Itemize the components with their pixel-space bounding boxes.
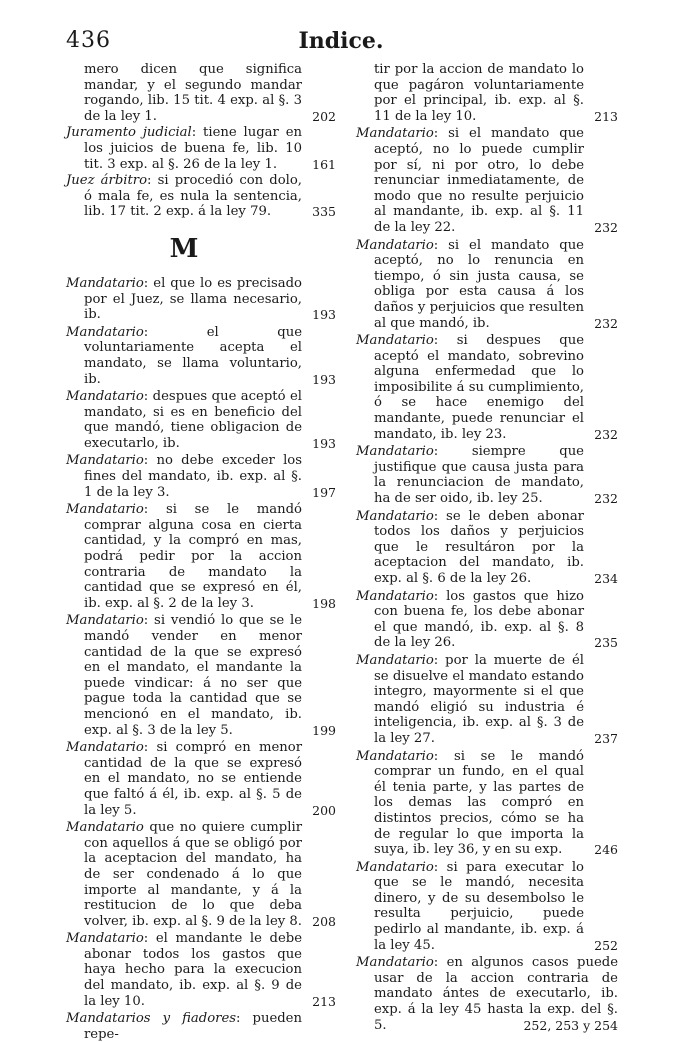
entry-headword: Mandatario <box>66 820 144 836</box>
entry-page-ref: 234 <box>594 571 618 586</box>
entry-headword: Mandatario <box>356 652 434 668</box>
entry-page-ref: 213 <box>594 108 618 124</box>
entry-page-ref: 232 <box>594 491 618 507</box>
entry-text: : si se le mandó comprar alguna cosa en cierta cantidad, y la compró en mas, podrá pedir por la accion contraria de mandato la cantidad que se expresó en él, ib. exp. al §. 2 de la ley 3. <box>84 502 302 611</box>
entry-text: : pueden repe- <box>84 1011 302 1042</box>
entry-text: : por la muerte de él se disuelve el mandato estando integro, mayormente si el que mandó eligió su industria é inteligencia, ib. exp. al §. 3 de la ley 27. <box>374 652 584 746</box>
entry-headword: Mandatario <box>66 502 144 518</box>
entry-text: : siempre que justifique que causa justa para la renunciacion de mandato, ha de ser oido, ib. ley 25. <box>374 444 584 507</box>
entry-page-ref: 252, 253 y 254 <box>523 1017 618 1033</box>
index-entry <box>356 333 618 442</box>
entry-page-ref: 232 <box>594 315 618 331</box>
entry-page-ref: 235 <box>594 635 618 651</box>
right-column <box>356 62 618 1033</box>
entry-page-ref: 232 <box>594 219 618 235</box>
index-entry <box>66 820 336 929</box>
entry-headword: Mandatario <box>66 389 144 405</box>
index-entry <box>356 860 618 954</box>
entry-page-ref: 237 <box>594 730 618 746</box>
entry-headword: Mandatario <box>356 748 434 764</box>
index-entry <box>66 613 336 738</box>
index-entry <box>66 173 336 220</box>
entry-headword: Juramento judicial <box>66 125 192 141</box>
entry-text: tir por la accion de mandato lo que pagáron voluntariamente por el principal, ib. exp. al §. 11 de la ley 10. <box>374 62 584 124</box>
entry-page-ref: 232 <box>594 426 618 442</box>
entry-page-ref: 193 <box>312 307 336 323</box>
entry-text: : si el mandato que aceptó, no lo puede cumplir por sí, ni por otro, lo debe renunciar inmediatamente, de modo que no resulte perjuicio al mandante, ib. exp. al §. 11 de la ley 22. <box>374 126 584 235</box>
entry-text: que no quiere cumplir con aquellos á que se obligó por la aceptacion del mandato, ha de ser condenado á lo que importe al mandante, y á la restitucion de lo que deba volver, ib. exp. al §. 9 de la ley 8. <box>84 820 302 929</box>
entry-headword: Mandatario <box>356 859 434 875</box>
page-number: 436 <box>66 28 111 53</box>
running-head: Indice. <box>298 28 384 54</box>
entry-headword: Mandatario <box>356 126 434 142</box>
section-letter: M <box>169 233 199 264</box>
entry-text: : no debe exceder los fines del mandato, ib. exp. al §. 1 de la ley 3. <box>84 453 302 500</box>
entry-page-ref: 193 <box>312 435 336 451</box>
index-entry <box>66 1011 336 1042</box>
index-entry <box>356 749 618 858</box>
entry-text: mero dicen que significa mandar, y el segundo mandar rogando, lib. 15 tit. 4 exp. al §. 3 de la ley 1. <box>84 62 302 124</box>
entry-headword: Mandatario <box>356 333 434 349</box>
entry-text: : si vendió lo que se le mandó vender en menor cantidad de la que se expresó en el mandato, el mandante la puede vindicar: á no ser que pague toda la cantidad que se mencionó en el mandato, ib. exp. al §. 3 de la ley 5. <box>84 613 302 738</box>
entry-page-ref: 335 <box>312 204 336 220</box>
index-entry <box>66 325 336 387</box>
index-entry <box>356 444 618 506</box>
entry-page-ref: 198 <box>312 595 336 611</box>
entry-text: : si el mandato que aceptó, no lo renuncia en tiempo, ó sin justa causa, se obliga por esta causa á los daños y perjuicios que resulten al que mandó, ib. <box>374 237 584 331</box>
entry-text: : en algunos casos puede usar de la accion contraria de mandato ántes de executarlo, ib. exp. á la ley 45 hasta la exp. del §. 5. <box>374 955 618 1033</box>
entry-text: : el que voluntariamente acepta el mandato, se llama voluntario, ib. <box>84 324 302 387</box>
entry-headword: Mandatario <box>356 444 434 460</box>
entry-headword: Juez árbitro <box>66 173 148 189</box>
index-entry <box>66 502 336 611</box>
index-entry <box>66 453 336 500</box>
index-entry <box>356 955 618 1033</box>
left-column <box>66 62 336 1042</box>
index-entry <box>66 276 336 323</box>
entry-text: : tiene lugar en los juicios de buena fe, lib. 10 tit. 3 exp. al §. 26 de la ley 1. <box>84 125 302 172</box>
index-entry <box>66 740 336 818</box>
entry-page-ref: 246 <box>594 842 618 858</box>
entry-text: : se le deben abonar todos los daños y perjuicios que le resultáron por la aceptacion del mandato, ib. exp. al §. 6 de la ley 26. <box>374 508 584 586</box>
entry-headword: Mandatarios y fiadores <box>66 1011 237 1027</box>
entry-page-ref: 200 <box>312 802 336 818</box>
entry-headword: Mandatario <box>66 324 144 340</box>
index-entry <box>356 62 618 124</box>
entry-text: : el mandante le debe abonar todos los gastos que haya hecho para la execucion del mandato, ib. exp. al §. 9 de la ley 10. <box>84 931 302 1009</box>
entry-text: : si para executar lo que se le mandó, necesita dinero, y de su desembolso le resulta perjuicio, puede pedirlo al mandante, ib. exp. á la ley 45. <box>374 859 584 953</box>
index-entry <box>66 125 336 172</box>
entry-page-ref: 199 <box>312 722 336 738</box>
entry-headword: Mandatario <box>356 508 434 524</box>
index-entry <box>356 238 618 332</box>
index-entry <box>356 126 618 235</box>
entry-page-ref: 208 <box>312 913 336 929</box>
entry-headword: Mandatario <box>66 453 144 469</box>
entry-text: : los gastos que hizo con buena fe, los debe abonar el que mandó, ib. exp. al §. 8 de la ley 26. <box>374 588 584 651</box>
entry-page-ref: 213 <box>312 993 336 1009</box>
entry-text: : si despues que aceptó el mandato, sobrevino alguna enfermedad que lo imposibilite á su cumplimiento, ó se hace enemigo del mandante, puede renunciar el mandato, ib. ley 23. <box>374 333 584 442</box>
entry-page-ref: 252 <box>594 937 618 953</box>
entry-text: : si se le mandó comprar un fundo, en el qual él tenia parte, y las partes de los demas las compró en distintos precios, cómo se ha de regular lo que importa la suya, ib. ley 36, y en su exp. <box>374 748 584 858</box>
entry-page-ref: 161 <box>312 156 336 172</box>
entry-page-ref: 193 <box>312 371 336 387</box>
entry-text: : el que lo es precisado por el Juez, se llama necesario, ib. <box>84 275 302 323</box>
entry-text: : si compró en menor cantidad de la que se expresó en el mandato, no se entiende que faltó á él, ib. exp. al §. 5 de la ley 5. <box>84 740 302 818</box>
entry-headword: Mandatario <box>356 588 434 604</box>
entry-headword: Mandatario <box>66 740 144 756</box>
entry-page-ref: 197 <box>312 484 336 500</box>
index-entry <box>66 62 336 124</box>
entry-headword: Mandatario <box>66 275 144 291</box>
entry-headword: Mandatario <box>356 237 434 253</box>
entry-text: : si procedió con dolo, ó mala fe, es nula la sentencia, lib. 17 tit. 2 exp. á la ley 79. <box>84 173 302 220</box>
index-entry <box>356 589 618 651</box>
entry-text: : despues que aceptó el mandato, si es en beneficio del que mandó, tiene obligacion de executarlo, ib. <box>84 389 302 451</box>
entry-headword: Mandatario <box>66 931 144 947</box>
entry-page-ref: 202 <box>312 108 336 124</box>
index-entry <box>66 389 336 451</box>
index-entry <box>356 509 618 587</box>
entry-headword: Mandatario <box>356 955 434 971</box>
index-entry <box>66 931 336 1009</box>
entry-headword: Mandatario <box>66 613 144 629</box>
index-entry <box>356 653 618 747</box>
